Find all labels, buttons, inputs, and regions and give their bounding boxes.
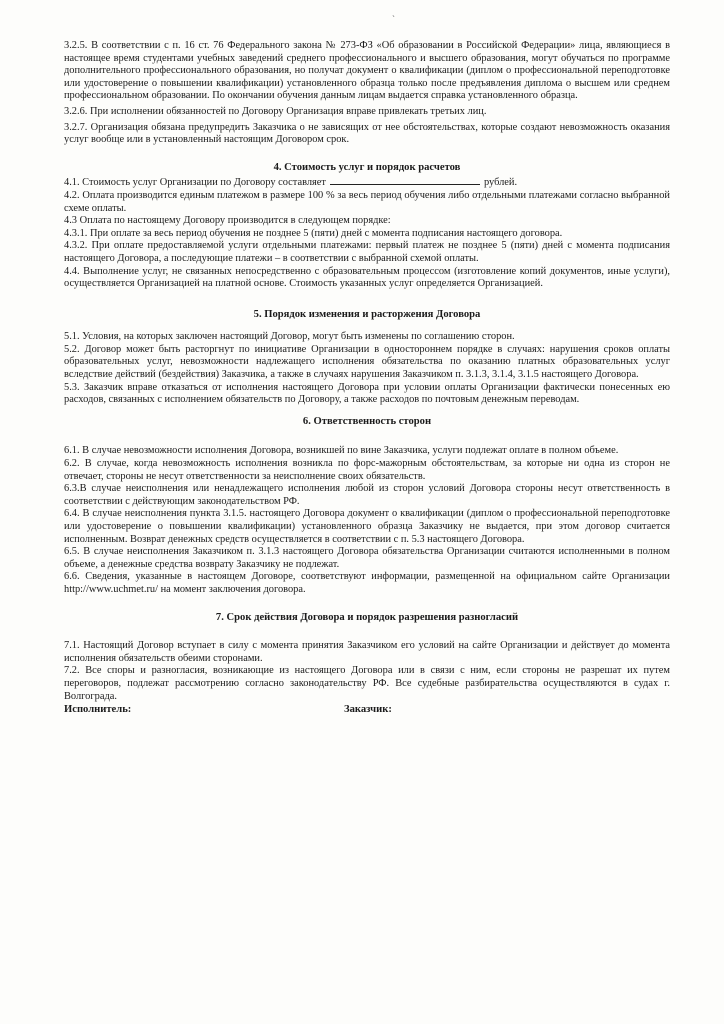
clause-4-1-currency: рублей. <box>483 177 518 189</box>
price-blank-line <box>330 175 480 185</box>
document-body <box>64 40 670 717</box>
section-5-heading: 5. Порядок изменения и расторжения Договора <box>253 308 481 320</box>
clause-6-4: 6.4. В случае неисполнения пункта 3.1.5. настоящего Договора документ о квалификации (диплом о профессиональной переподготовке или удостоверение о повышении квалификации) установленного образца Заказчику не выдается, при этом договор считается исполненным. Возврат денежных средств осуществляется в соответствии с п. 5.3 настоящего Договора. <box>64 508 670 545</box>
clause-3-2-7: 3.2.7. Организация обязана предупредить Заказчика о не зависящих от нее обстоятельствах, которые создают невозможность оказания услуг вообще или в установленный настоящим Договором срок. <box>64 121 670 146</box>
clause-4-1 <box>64 175 670 190</box>
signature-row <box>64 704 670 717</box>
clause-6-2: 6.2. В случае, когда невозможность исполнения возникла по форс-мажорным обстоятельствам, за которые ни одна из сторон не отвечает, стороны не несут ответственности за неисполнение своих обязательств. <box>64 458 670 482</box>
clause-5-2: 5.2. Договор может быть расторгнут по инициативе Организации в одностороннем порядке в случаях: нарушения сроков оплаты образовательных услуг, невозможности надлежащего исполнения обязательства по оказанию платных образовательных услуг вследствие действий (бездействия) Заказчика, а также в случаях нарушения Заказчиком п. 3.1.3, 3.1.4, 3.1.5 настоящего Договора. <box>64 343 670 381</box>
clause-7-1: 7.1. Настоящий Договор вступает в силу с момента принятия Заказчиком его условий на сайте Организации и действует до момента исполнения обязательств обеими сторонами. <box>64 640 670 664</box>
clause-4-1-text: 4.1. Стоимость услуг Организации по Договору составляет <box>64 177 326 189</box>
clause-6-1: 6.1. В случае невозможности исполнения Договора, возникшей по вине Заказчика, услуги подлежат оплате в полном объеме. <box>64 445 619 457</box>
executor-label: Исполнитель: <box>64 704 132 716</box>
clause-4-4: 4.4. Выполнение услуг, не связанных непосредственно с образовательным процессом (изготовление копий документов, иные услуги), осуществляется Организацией на платной основе. Стоимость указанных услуг определяется Организацией. <box>64 265 670 290</box>
clause-5-1: 5.1. Условия, на которых заключен настоящий Договор, могут быть изменены по соглашению сторон. <box>64 331 515 343</box>
clause-6-6: 6.6. Сведения, указанные в настоящем Договоре, соответствуют информации, размещенной на официальном сайте Организации http://www.uchmet.ru/ на момент заключения договора. <box>64 571 670 595</box>
clause-4-3-1: 4.3.1. При оплате за весь период обучения не позднее 5 (пяти) дней с момента подписания настоящего договора. <box>64 227 563 239</box>
clause-6-3: 6.3.В случае неисполнения или ненадлежащего исполнения любой из сторон условий Договора стороны несут ответственность в соответствии с действующим законодательством РФ. <box>64 483 670 507</box>
clause-7-2: 7.2. Все споры и разногласия, возникающие из настоящего Договора или в связи с ним, если стороны не разрешат их путем переговоров, подлежат рассмотрению согласно законодательству РФ. Все судебные разбирательства осуществляются в судах г. Волгограда. <box>64 665 670 702</box>
clause-3-2-6: 3.2.6. При исполнении обязанностей по Договору Организация вправе привлекать третьих лиц. <box>64 105 487 117</box>
clause-3-2-5: 3.2.5. В соответствии с п. 16 ст. 76 Федерального закона № 273-ФЗ «Об образовании в Российской Федерации» лица, являющиеся в настоящее время студентами учебных заведений среднего профессионального и высшего образования, могут обучаться по программе дополнительного профессионального образования, но получат документ о квалификации (диплом о профессиональной переподготовке или удостоверение о повышении квалификации) установленного образца только после предъявления диплома о высшем или среднем профессиональном образовании. По окончании обучения данным лицам выдается справка установленного образца. <box>64 40 670 102</box>
clause-4-2: 4.2. Оплата производится единым платежом в размере 100 % за весь период обучения либо отдельными платежами согласно выбранной схеме оплаты. <box>64 189 670 214</box>
clause-4-3-2: 4.3.2. При оплате предоставляемой услуги отдельными платежами: первый платеж не позднее 5 (пяти) дней с момента подписания настоящего Договора, а последующие платежи – в соответствии с выбранной схемой оплаты. <box>64 240 670 264</box>
scan-mark: ` <box>392 14 395 24</box>
customer-label: Заказчик: <box>344 704 392 716</box>
clause-6-5: 6.5. В случае неисполнения Заказчиком п. 3.1.3 настоящего Договора обязательства Организации считаются исполненными в полном объеме, а денежные средства возврату Заказчику не подлежат. <box>64 546 670 570</box>
clause-4-3: 4.3 Оплата по настоящему Договору производится в следующем порядке: <box>64 215 391 227</box>
section-4-heading: 4. Стоимость услуг и порядок расчетов <box>273 161 461 173</box>
clause-5-3: 5.3. Заказчик вправе отказаться от исполнения настоящего Договора при условии оплаты Организации фактически понесенных ею расходов, связанных с исполнением обязательств по Договору, а также расходов по почтовым денежным переводам. <box>64 381 670 406</box>
section-6-heading: 6. Ответственность сторон <box>302 415 432 427</box>
section-7-heading: 7. Срок действия Договора и порядок разрешения разногласий <box>215 611 519 623</box>
